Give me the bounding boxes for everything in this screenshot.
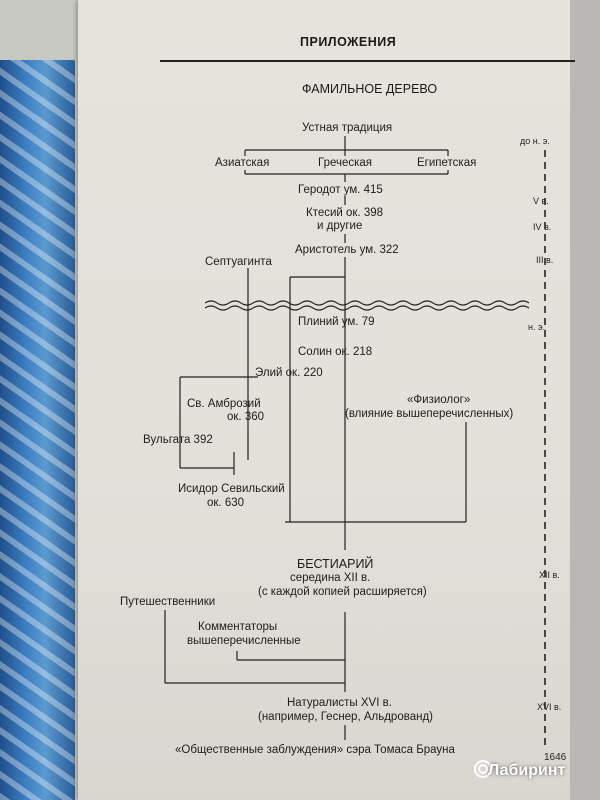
watermark: Лабиринт [488, 762, 566, 779]
node-isidore: Исидор Севильский [178, 483, 285, 495]
node-aelian: Элий ок. 220 [255, 367, 323, 379]
node-ctesias-others: и другие [317, 220, 363, 232]
node-herodotus: Геродот ум. 415 [298, 184, 383, 196]
node-commentators-note: вышеперечисленные [187, 635, 301, 647]
era-c5: V в. [533, 196, 549, 206]
node-greek: Греческая [318, 157, 373, 169]
node-ctesias: Ктесий ок. 398 [306, 207, 384, 219]
era-c4: IV в. [533, 222, 552, 232]
node-bestiary: БЕСТИАРИЙ [297, 557, 374, 571]
node-oral-tradition: Устная традиция [302, 122, 393, 134]
node-septuagint: Септуагинта [205, 256, 272, 268]
node-physiologus: «Физиолог» [407, 394, 471, 406]
era-c12: XII в. [539, 570, 560, 580]
node-pliny: Плиний ум. 79 [298, 316, 375, 328]
node-vulgate: Вульгата 392 [143, 434, 213, 446]
node-browne: «Общественные заблуждения» сэра Томаса Брауна [175, 744, 455, 756]
era-1646: 1646 [544, 752, 567, 763]
node-physiologus-note: (влияние вышеперечисленных) [345, 408, 514, 420]
era-c16: XVI в. [537, 702, 562, 712]
node-solinus: Солин ок. 218 [298, 346, 373, 358]
node-aristotle: Аристотель ум. 322 [295, 244, 399, 256]
node-ambrose-date: ок. 360 [227, 411, 265, 423]
era-ad: н. э. [528, 322, 546, 332]
era-bc: до н. э. [520, 136, 550, 146]
node-ambrose: Св. Амброзий [187, 398, 261, 410]
node-egyptian: Египетская [417, 157, 477, 169]
node-naturalists: Натуралисты XVI в. [287, 697, 392, 709]
node-bestiary-note: (с каждой копией расширяется) [258, 586, 427, 598]
node-bestiary-date: середина XII в. [290, 572, 371, 584]
node-asian: Азиатская [215, 157, 270, 169]
era-c3: III в. [536, 255, 554, 265]
page-title: ФАМИЛЬНОЕ ДЕРЕВО [302, 82, 438, 96]
node-commentators: Комментаторы [198, 621, 278, 633]
node-isidore-date: ок. 630 [207, 497, 245, 509]
section-header: ПРИЛОЖЕНИЯ [300, 35, 397, 49]
node-travelers: Путешественники [120, 596, 216, 608]
node-naturalists-note: (например, Геснер, Альдрованд) [258, 711, 433, 723]
